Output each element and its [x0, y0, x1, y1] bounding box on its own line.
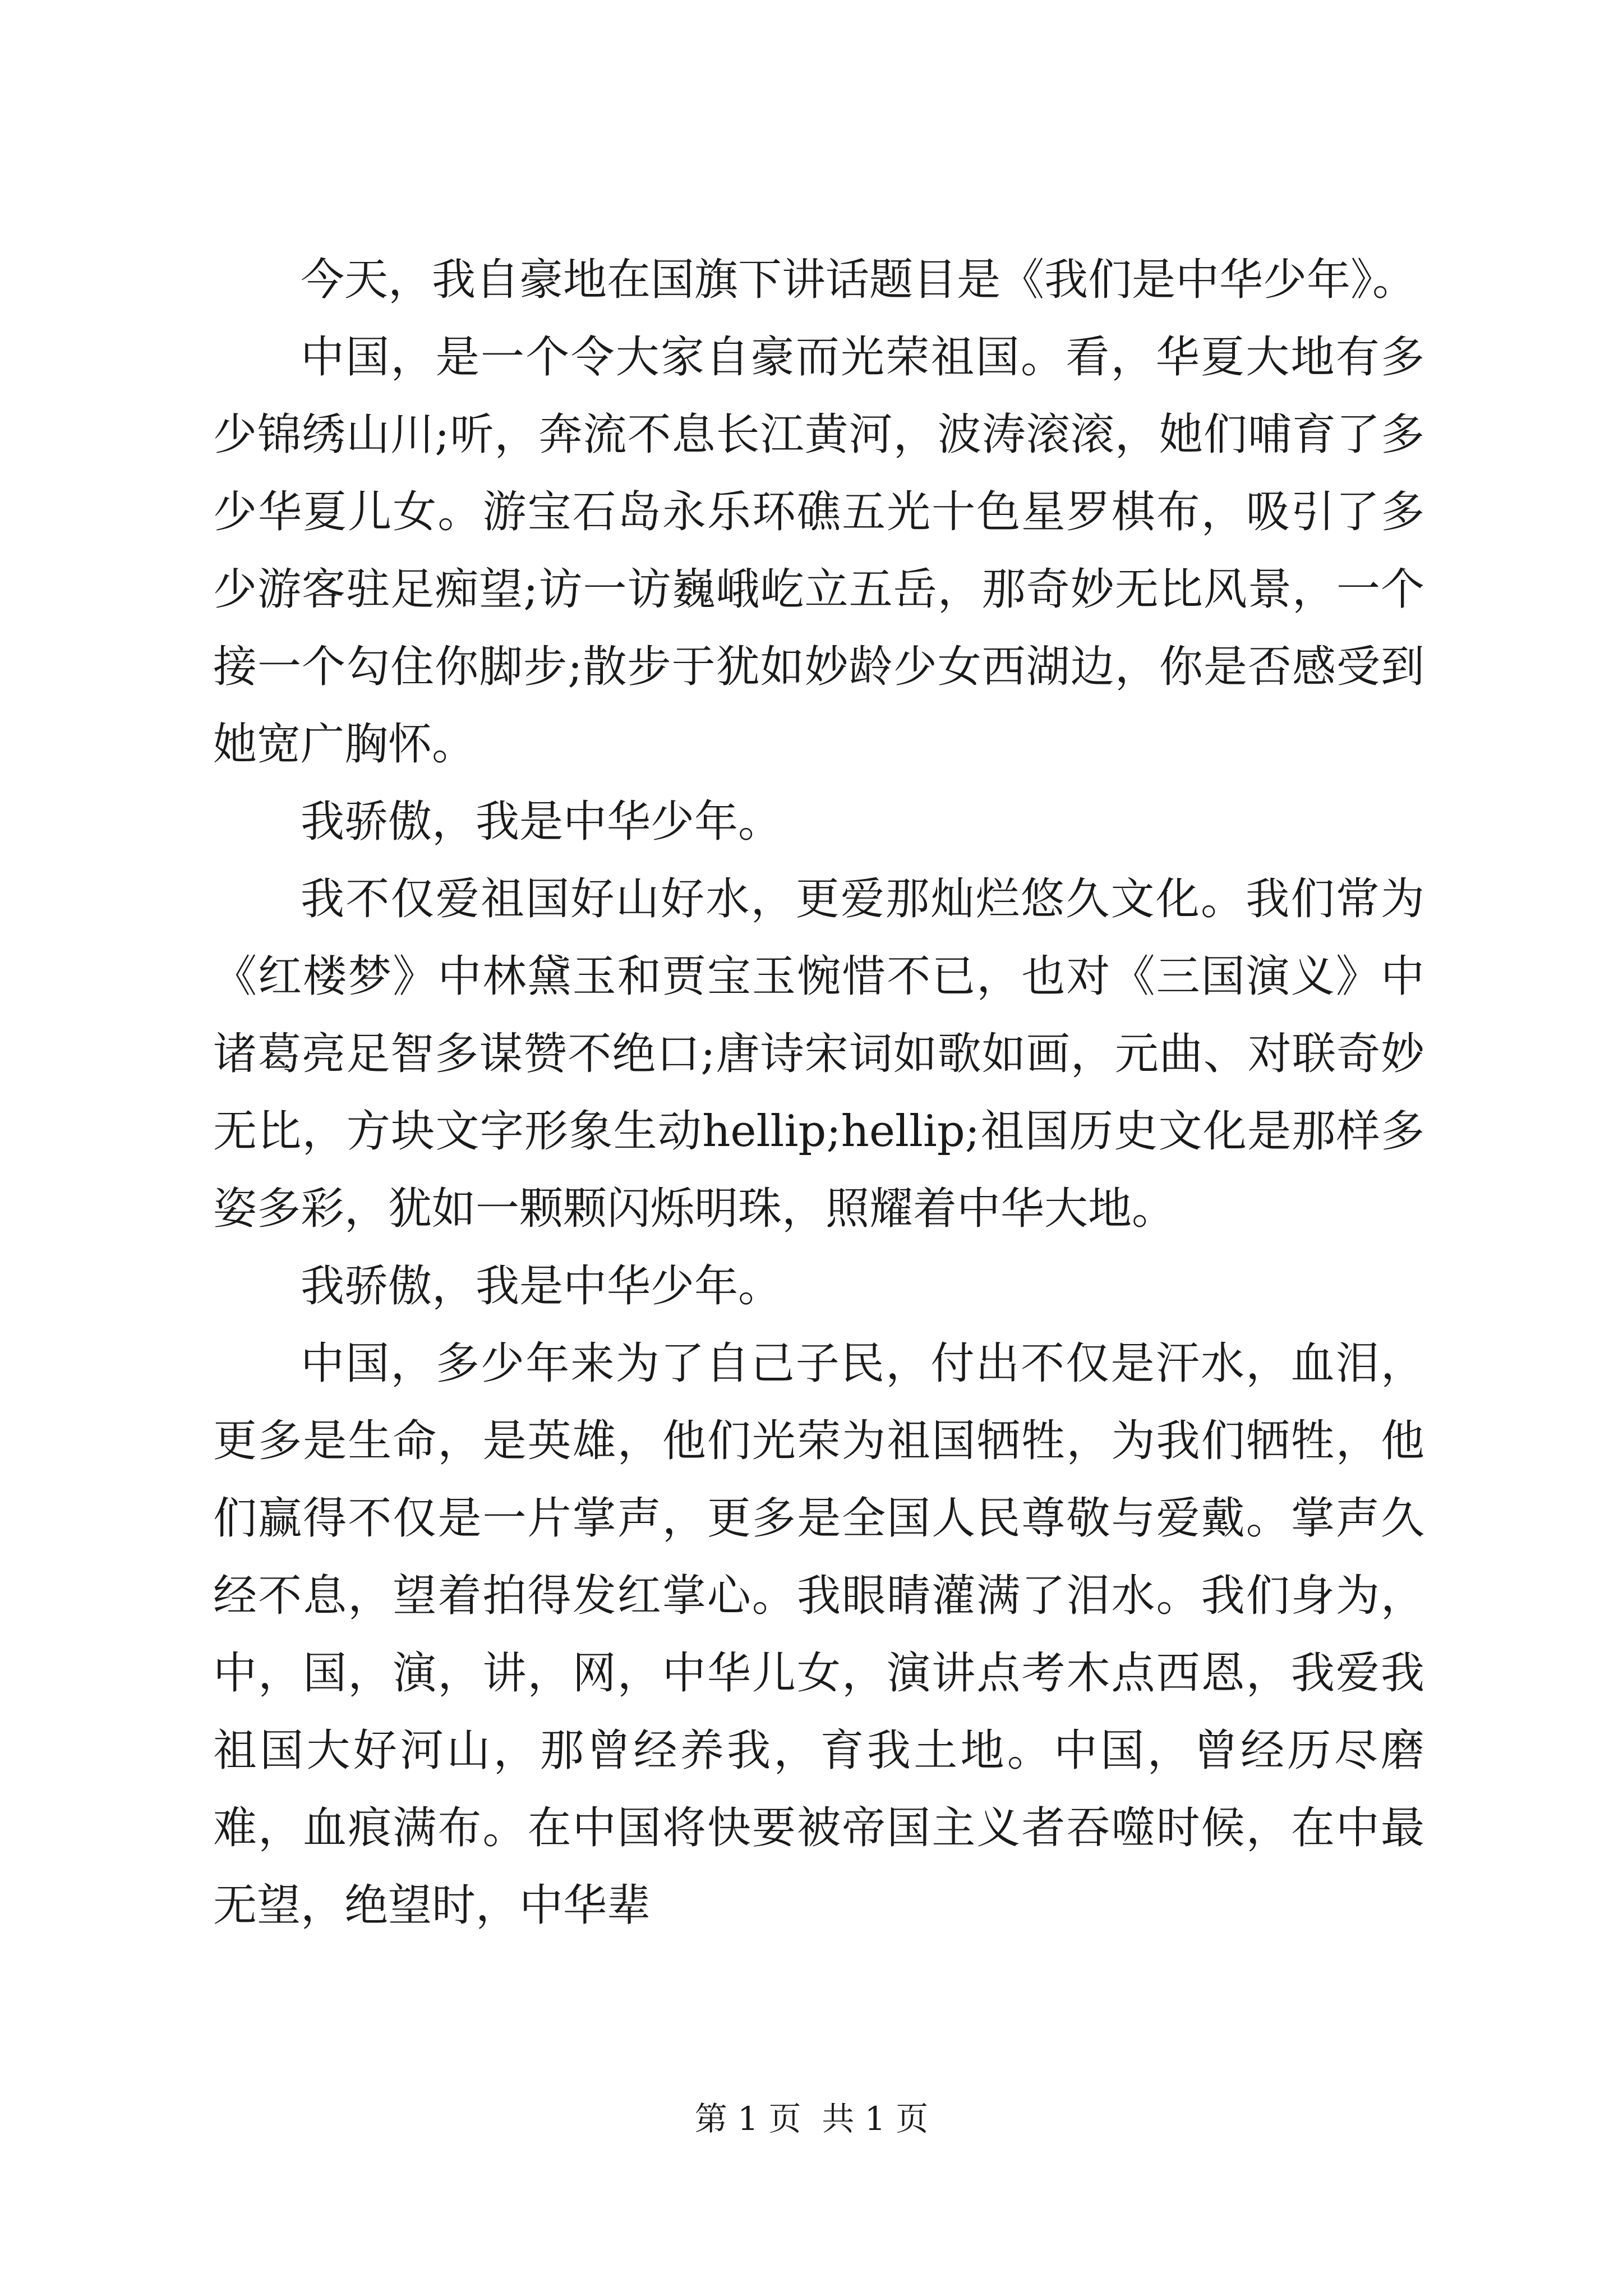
paragraph-3: 我骄傲，我是中华少年。: [301, 797, 782, 847]
page-footer: 第 1 页 共 1 页: [694, 2100, 929, 2138]
paragraph-5: 我骄傲，我是中华少年。: [301, 1261, 782, 1312]
paragraph-4: 我不仅爱祖国好山好水，更爱那灿烂悠久文化。我们常为《红楼梦》中林黛玉和贾宝玉惋惜不已，也对《三国演义》中诸葛亮足智多谋赞不绝口;唐诗宋词如歌如画，元曲、对联奇妙无比，方块文字形象生动hellip;hellip;祖国历史文化是那样多姿多彩，犹如一颗颗闪烁明珠，照耀着中华大地。: [213, 874, 1424, 1234]
paragraph-1: 今天，我自豪地在国旗下讲话题目是《我们是中华少年》。: [301, 255, 1417, 305]
paragraph-2: 中国，是一个令大家自豪而光荣祖国。看，华夏大地有多少锦绣山川;听，奔流不息长江黄河，波涛滚滚，她们哺育了多少华夏儿女。游宝石岛永乐环礁五光十色星罗棋布，吸引了多少游客驻足痴望;访一访巍峨屹立五岳，那奇妙无比风景，一个接一个勾住你脚步;散步于犹如妙龄少女西湖边，你是否感受到她宽广胸怀。: [213, 332, 1424, 770]
paragraph-6: 中国，多少年来为了自己子民，付出不仅是汗水，血泪，更多是生命，是英雄，他们光荣为祖国牺牲，为我们牺牲，他们赢得不仅是一片掌声，更多是全国人民尊敬与爱戴。掌声久经不息，望着拍得发红掌心。我眼睛灌满了泪水。我们身为，中，国，演，讲，网，中华儿女，演讲点考木点西恩，我爱我祖国大好河山，那曾经养我，育我土地。中国，曾经历尽磨难，血痕满布。在中国将快要被帝国主义者吞噬时候，在中最无望，绝望时，中华辈: [213, 1338, 1424, 1931]
document-body: [213, 241, 1424, 1944]
